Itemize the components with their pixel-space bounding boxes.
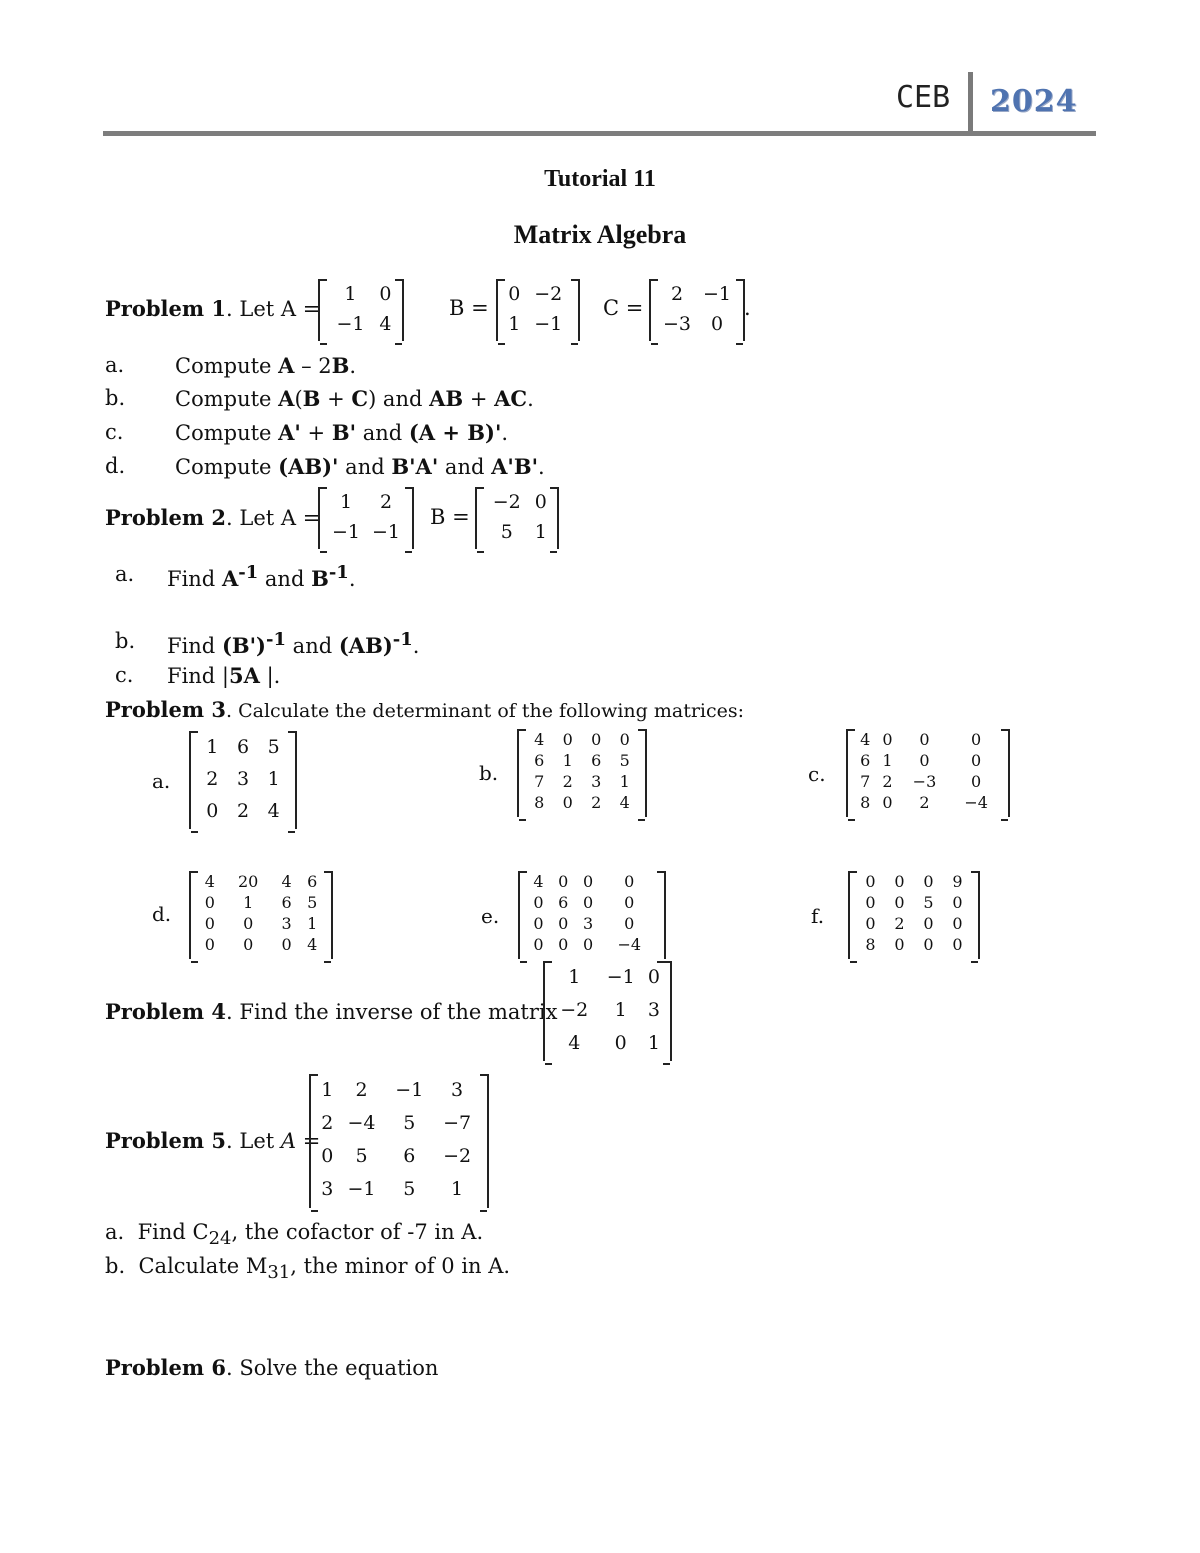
matrix-cell: 3 [281, 914, 292, 933]
matrix-cell: 1 [647, 1032, 661, 1054]
matrix-cell: 0 [923, 935, 934, 954]
matrix-row [326, 279, 396, 309]
matrix-cell: 0 [894, 872, 905, 891]
matrix-cell: 0 [923, 914, 934, 933]
matrix-cell: 8 [534, 793, 545, 812]
matrix-cell: 1 [534, 521, 547, 543]
matrix-cell: 0 [508, 283, 521, 305]
matrix-cell: 4 [379, 313, 392, 335]
matrix-row [525, 750, 639, 771]
matrix-cell: 1 [206, 736, 219, 758]
matrix-cell: −4 [347, 1112, 376, 1134]
matrix-cell: 0 [533, 935, 544, 954]
matrix-row [856, 871, 972, 892]
matrix-cell: 20 [238, 872, 259, 891]
matrix-cell: 0 [582, 893, 594, 912]
matrix-cell: −4 [964, 793, 988, 812]
matrix-cell: 0 [952, 935, 963, 954]
matrix-cell: 0 [534, 491, 547, 513]
matrix-cell: 0 [281, 935, 292, 954]
matrix-row [856, 934, 972, 955]
p3-label-f: f. [811, 904, 825, 928]
matrix-cell: 9 [952, 872, 963, 891]
matrix-row [526, 934, 658, 955]
matrix-cell: 5 [923, 893, 934, 912]
matrix-cell: 4 [281, 872, 292, 891]
matrix-row [551, 994, 664, 1027]
matrix-cell: 1 [568, 966, 581, 988]
matrix-cell: 6 [860, 751, 871, 770]
problem-1-b-eq: B = [449, 296, 489, 320]
matrix-row [197, 763, 289, 795]
matrix-cell: 2 [591, 793, 602, 812]
matrix-row [317, 1107, 481, 1140]
matrix-cell: 7 [534, 772, 545, 791]
matrix-grid [197, 731, 289, 827]
matrix-cell: 0 [894, 935, 905, 954]
matrix-cell: 2 [882, 772, 893, 791]
matrix-cell: 0 [619, 730, 630, 749]
matrix-cell: −1 [702, 283, 731, 305]
matrix-cell: 0 [919, 751, 930, 770]
matrix-cell: 4 [267, 800, 280, 822]
matrix-cell: 5 [267, 736, 280, 758]
matrix-p2-a [318, 487, 414, 549]
p3-label-a: a. [152, 769, 171, 793]
p2-item-a: a. Find $A^{-1}$ and $B^{-1}$. [115, 562, 356, 591]
matrix-row [504, 279, 572, 309]
p3-label-d: d. [152, 902, 172, 926]
matrix-cell: 2 [206, 768, 219, 790]
header-rule [103, 131, 1096, 136]
matrix-row [504, 309, 572, 339]
matrix-cell: 0 [204, 893, 215, 912]
matrix-cell: 5 [500, 521, 513, 543]
matrix-cell: 0 [591, 730, 602, 749]
matrix-grid [551, 961, 664, 1060]
matrix-cell: 4 [534, 730, 545, 749]
matrix-grid [526, 871, 658, 955]
matrix-row [326, 517, 406, 547]
matrix-p1-c [649, 279, 745, 341]
matrix-p3-a [189, 731, 297, 829]
matrix-cell: −2 [534, 283, 563, 305]
matrix-cell: 6 [534, 751, 545, 770]
matrix-cell: 6 [403, 1145, 416, 1167]
matrix-grid [504, 279, 572, 339]
matrix-cell: 0 [204, 914, 215, 933]
matrix-cell: 8 [860, 793, 871, 812]
p3-label-c: c. [808, 762, 826, 786]
p2-item-c: c. Find |5A |. [115, 663, 281, 688]
matrix-cell: 3 [582, 914, 594, 933]
problem-5-heading: Problem 5. Let A = [105, 1128, 321, 1153]
matrix-grid [856, 871, 972, 955]
matrix-row [856, 913, 972, 934]
matrix-cell: −1 [336, 313, 365, 335]
matrix-row [525, 771, 639, 792]
matrix-cell: 1 [882, 751, 893, 770]
matrix-cell: 6 [591, 751, 602, 770]
matrix-cell: 2 [321, 1112, 334, 1134]
problem-1-end: . [744, 296, 751, 320]
matrix-row [326, 487, 406, 517]
problem-3-heading: Problem 3. Calculate the determinant of the following matrices: [105, 697, 745, 722]
matrix-cell: 0 [865, 893, 876, 912]
matrix-cell: 0 [952, 914, 963, 933]
matrix-cell: 3 [321, 1178, 334, 1200]
matrix-cell: 0 [558, 935, 569, 954]
matrix-p3-f [848, 871, 980, 959]
matrix-row [326, 309, 396, 339]
p3-label-e: e. [481, 904, 500, 928]
matrix-row [526, 913, 658, 934]
matrix-cell: 6 [307, 872, 318, 891]
matrix-cell: 3 [591, 772, 602, 791]
matrix-row [854, 750, 1002, 771]
matrix-cell: −1 [395, 1079, 424, 1101]
matrix-cell: 0 [243, 935, 254, 954]
matrix-cell: 2 [236, 800, 250, 822]
matrix-row [526, 871, 658, 892]
matrix-cell: 7 [860, 772, 871, 791]
matrix-row [197, 892, 325, 913]
matrix-cell: −1 [606, 966, 635, 988]
matrix-row [854, 771, 1002, 792]
matrix-cell: 8 [865, 935, 876, 954]
matrix-cell: 0 [923, 872, 934, 891]
matrix-cell: 4 [860, 730, 871, 749]
matrix-cell: 6 [236, 736, 250, 758]
matrix-cell: 0 [243, 914, 254, 933]
matrix-cell: 2 [919, 793, 930, 812]
matrix-cell: 0 [562, 793, 573, 812]
matrix-cell: −4 [617, 935, 642, 954]
matrix-cell: 0 [624, 914, 635, 933]
matrix-row [197, 871, 325, 892]
matrix-row [657, 309, 737, 339]
matrix-cell: 0 [952, 893, 963, 912]
header-year: 2024 [990, 84, 1078, 119]
matrix-cell: 2 [355, 1079, 368, 1101]
matrix-cell: −1 [347, 1178, 376, 1200]
matrix-p3-b [517, 729, 647, 817]
matrix-cell: 5 [403, 1178, 416, 1200]
matrix-cell: 0 [882, 793, 893, 812]
p5-item-a: a. Find $C_{24}$, the cofactor of -7 in A. [105, 1220, 484, 1250]
matrix-grid [657, 279, 737, 339]
p1-item-a: a. Compute A – 2B. [105, 353, 357, 378]
matrix-cell: 0 [919, 730, 930, 749]
matrix-cell: −2 [560, 999, 589, 1021]
matrix-cell: −1 [534, 313, 563, 335]
matrix-cell: 5 [355, 1145, 368, 1167]
matrix-cell: 0 [894, 893, 905, 912]
matrix-row [525, 729, 639, 750]
matrix-p1-a [318, 279, 404, 341]
matrix-cell: 0 [614, 1032, 627, 1054]
matrix-cell: 1 [562, 751, 573, 770]
matrix-grid [525, 729, 639, 813]
p3-label-b: b. [479, 761, 499, 785]
matrix-cell: 1 [619, 772, 630, 791]
matrix-row [197, 795, 289, 827]
matrix-cell: 4 [568, 1032, 581, 1054]
problem-6-heading: Problem 6. Solve the equation [105, 1355, 439, 1380]
matrix-cell: 0 [533, 893, 544, 912]
matrix-cell: 3 [236, 768, 250, 790]
matrix-cell: 0 [647, 966, 661, 988]
matrix-row [197, 913, 325, 934]
matrix-row [657, 279, 737, 309]
matrix-grid [483, 487, 551, 547]
matrix-cell: 0 [558, 872, 569, 891]
matrix-cell: 0 [379, 283, 392, 305]
matrix-row [317, 1140, 481, 1173]
matrix-grid [854, 729, 1002, 813]
matrix-cell: −1 [331, 521, 360, 543]
matrix-grid [326, 487, 406, 547]
matrix-p5 [309, 1074, 489, 1208]
p1-item-b: b. Compute A(B + C) and AB + AC. [105, 386, 534, 411]
matrix-row [197, 934, 325, 955]
matrix-row [317, 1074, 481, 1107]
matrix-cell: −7 [443, 1112, 472, 1134]
matrix-row [483, 487, 551, 517]
matrix-cell: 1 [344, 283, 357, 305]
matrix-row [856, 892, 972, 913]
page-subtitle: Matrix Algebra [513, 220, 687, 249]
matrix-cell: 4 [619, 793, 630, 812]
matrix-cell: −3 [662, 313, 691, 335]
matrix-cell: 1 [614, 999, 627, 1021]
matrix-cell: 4 [533, 872, 544, 891]
matrix-cell: 1 [321, 1079, 334, 1101]
matrix-cell: 4 [307, 935, 318, 954]
matrix-cell: 0 [204, 935, 215, 954]
matrix-cell: 5 [619, 751, 630, 770]
matrix-cell: 0 [206, 800, 219, 822]
matrix-cell: 0 [865, 872, 876, 891]
matrix-cell: 0 [971, 751, 982, 770]
problem-2-heading: Problem 2. Let A = [105, 505, 321, 530]
matrix-grid [197, 871, 325, 955]
matrix-grid [326, 279, 396, 339]
matrix-cell: −2 [443, 1145, 472, 1167]
matrix-cell: 0 [971, 730, 982, 749]
matrix-cell: 0 [710, 313, 724, 335]
matrix-cell: 0 [624, 872, 635, 891]
matrix-cell: 0 [562, 730, 573, 749]
matrix-cell: 0 [865, 914, 876, 933]
matrix-cell: 0 [321, 1145, 334, 1167]
matrix-p2-b [475, 487, 559, 549]
matrix-p1-b [496, 279, 580, 341]
matrix-cell: 0 [882, 730, 893, 749]
matrix-p3-c [846, 729, 1010, 817]
matrix-row [197, 731, 289, 763]
matrix-cell: 5 [307, 893, 318, 912]
matrix-grid [317, 1074, 481, 1206]
problem-1-c-eq: C = [603, 296, 644, 320]
matrix-cell: 0 [558, 914, 569, 933]
p1-item-c: c. Compute A' + B' and (A + B)'. [105, 420, 509, 445]
matrix-row [526, 892, 658, 913]
matrix-p3-d [189, 871, 333, 959]
matrix-cell: 0 [624, 893, 635, 912]
matrix-cell: 0 [533, 914, 544, 933]
matrix-cell: 1 [267, 768, 280, 790]
problem-2-b-eq: B = [430, 505, 470, 529]
header-org: CEB [896, 80, 951, 115]
matrix-cell: 1 [339, 491, 353, 513]
header-divider [968, 72, 973, 134]
matrix-row [483, 517, 551, 547]
matrix-p4 [543, 961, 672, 1061]
matrix-cell: −3 [912, 772, 937, 791]
matrix-cell: −1 [371, 521, 400, 543]
page-title: Tutorial 11 [544, 166, 656, 192]
matrix-cell: 1 [243, 893, 254, 912]
matrix-row [854, 729, 1002, 750]
matrix-cell: 3 [451, 1079, 464, 1101]
p1-item-d: d. Compute (AB)' and B'A' and A'B'. [105, 454, 545, 479]
p5-item-b: b. Calculate $M_{31}$, the minor of 0 in A. [105, 1254, 511, 1284]
matrix-cell: 4 [204, 872, 215, 891]
matrix-cell: 0 [582, 872, 594, 891]
matrix-cell: 2 [379, 491, 393, 513]
matrix-p3-e [518, 871, 666, 959]
matrix-cell: 1 [451, 1178, 464, 1200]
matrix-cell: −2 [492, 491, 521, 513]
matrix-cell: 1 [307, 914, 318, 933]
problem-4-heading: Problem 4. Find the inverse of the matrix [105, 999, 558, 1024]
p2-item-b: b. Find $(B')^{-1}$ and (AB)$^{-1}$. [115, 629, 420, 658]
matrix-row [317, 1173, 481, 1206]
problem-1-heading: Problem 1. Let A = [105, 296, 321, 321]
matrix-cell: 1 [508, 313, 521, 335]
matrix-cell: 3 [647, 999, 661, 1021]
matrix-row [551, 1027, 664, 1060]
matrix-cell: 2 [562, 772, 573, 791]
matrix-cell: 0 [582, 935, 594, 954]
matrix-cell: 2 [670, 283, 684, 305]
matrix-cell: 6 [558, 893, 569, 912]
matrix-cell: 0 [971, 772, 982, 791]
matrix-row [551, 961, 664, 994]
matrix-row [854, 792, 1002, 813]
matrix-cell: 6 [281, 893, 292, 912]
matrix-cell: 5 [403, 1112, 416, 1134]
matrix-row [525, 792, 639, 813]
matrix-cell: 2 [894, 914, 905, 933]
